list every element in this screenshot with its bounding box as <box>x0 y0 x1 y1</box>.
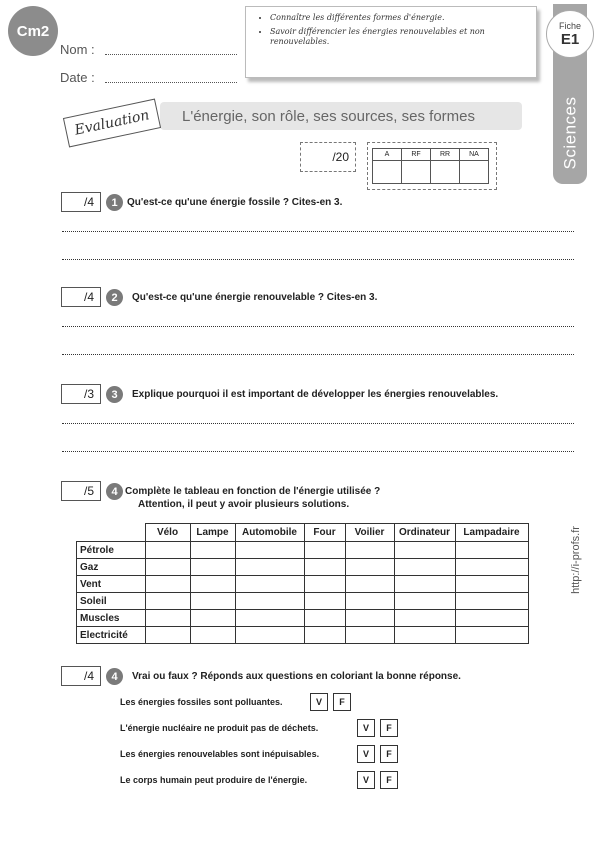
table-corner <box>77 524 146 542</box>
table-cell[interactable] <box>455 559 528 576</box>
table-cell[interactable] <box>394 610 455 627</box>
statement-text: L'énergie nucléaire ne produit pas de déchets. <box>120 723 319 733</box>
question-4-text: Complète le tableau en fonction de l'énergie utilisée ? <box>125 486 381 497</box>
column-header: Four <box>304 524 345 542</box>
statement-text: Le corps humain peut produire de l'énergie. <box>120 775 308 785</box>
question-5-text: Vrai ou faux ? Réponds aux questions en coloriant la bonne réponse. <box>132 671 461 682</box>
table-cell[interactable] <box>145 576 190 593</box>
question-3-number: 3 <box>106 386 123 403</box>
table-cell[interactable] <box>304 559 345 576</box>
table-cell[interactable] <box>235 593 304 610</box>
grade-box <box>367 142 497 190</box>
table-cell[interactable] <box>235 559 304 576</box>
answer-line[interactable] <box>62 451 574 452</box>
question-1-score: /4 <box>61 192 101 212</box>
table-cell[interactable] <box>145 542 190 559</box>
name-field[interactable] <box>105 54 237 55</box>
table-cell[interactable] <box>304 542 345 559</box>
date-field[interactable] <box>105 82 237 83</box>
question-2-score: /4 <box>61 287 101 307</box>
row-header: Muscles <box>77 610 146 627</box>
table-cell[interactable] <box>394 576 455 593</box>
table-row <box>77 593 529 610</box>
true-button[interactable]: V <box>357 771 375 789</box>
table-cell[interactable] <box>235 610 304 627</box>
table-cell[interactable] <box>190 610 235 627</box>
level-badge: Cm2 <box>8 6 58 56</box>
table-cell[interactable] <box>304 593 345 610</box>
question-4-score: /5 <box>61 481 101 501</box>
table-row <box>77 627 529 644</box>
question-1-text: Qu'est-ce qu'une énergie fossile ? Cites-en 3. <box>127 197 343 208</box>
question-4-note: Attention, il peut y avoir plusieurs solutions. <box>138 499 350 510</box>
false-button[interactable]: F <box>380 771 398 789</box>
question-1-number: 1 <box>106 194 123 211</box>
table-cell[interactable] <box>455 627 528 644</box>
table-row <box>77 610 529 627</box>
name-label: Nom : <box>60 42 95 57</box>
grade-header: NA <box>460 149 489 161</box>
subject-label: Sciences <box>560 96 580 170</box>
table-row <box>77 559 529 576</box>
true-button[interactable]: V <box>310 693 328 711</box>
grade-cell[interactable] <box>373 161 402 184</box>
table-cell[interactable] <box>190 593 235 610</box>
question-2-text: Qu'est-ce qu'une énergie renouvelable ? Cites-en 3. <box>132 292 378 303</box>
table-cell[interactable] <box>235 542 304 559</box>
grade-header: RF <box>402 149 431 161</box>
objectives-card <box>245 6 537 78</box>
fiche-badge <box>546 10 594 58</box>
table-cell[interactable] <box>394 559 455 576</box>
grade-header: A <box>373 149 402 161</box>
grade-cell[interactable] <box>460 161 489 184</box>
table-cell[interactable] <box>394 627 455 644</box>
table-cell[interactable] <box>304 610 345 627</box>
table-cell[interactable] <box>345 542 394 559</box>
table-cell[interactable] <box>235 627 304 644</box>
table-cell[interactable] <box>345 559 394 576</box>
objective-item: • Savoir différencier les énergies renouvelables et non renouvelables. <box>270 27 536 47</box>
grade-table <box>372 148 489 184</box>
energy-table <box>76 523 529 644</box>
table-cell[interactable] <box>304 576 345 593</box>
answer-line[interactable] <box>62 326 574 327</box>
table-row <box>77 576 529 593</box>
false-button[interactable]: F <box>380 745 398 763</box>
question-3-score: /3 <box>61 384 101 404</box>
column-header: Voilier <box>345 524 394 542</box>
question-5-number: 4 <box>106 668 123 685</box>
table-row <box>77 542 529 559</box>
statement-text: Les énergies fossiles sont polluantes. <box>120 697 283 707</box>
total-score: /20 <box>300 142 356 172</box>
objective-item: • Connaître les différentes formes d'énergie. <box>270 13 536 23</box>
table-cell[interactable] <box>145 559 190 576</box>
table-cell[interactable] <box>145 593 190 610</box>
table-cell[interactable] <box>455 542 528 559</box>
table-cell[interactable] <box>235 576 304 593</box>
table-cell[interactable] <box>190 627 235 644</box>
grade-cell[interactable] <box>431 161 460 184</box>
grade-cell[interactable] <box>402 161 431 184</box>
table-cell[interactable] <box>455 593 528 610</box>
table-cell[interactable] <box>455 576 528 593</box>
evaluation-title: L'énergie, son rôle, ses sources, ses formes <box>160 102 522 130</box>
site-url: http://i-profs.fr <box>570 526 583 594</box>
true-button[interactable]: V <box>357 719 375 737</box>
row-header: Soleil <box>77 593 146 610</box>
fiche-code: E1 <box>560 30 580 48</box>
false-button[interactable]: F <box>333 693 351 711</box>
column-header: Lampe <box>190 524 235 542</box>
table-cell[interactable] <box>345 627 394 644</box>
table-cell[interactable] <box>345 576 394 593</box>
table-cell[interactable] <box>145 610 190 627</box>
row-header: Electricité <box>77 627 146 644</box>
column-header: Vélo <box>145 524 190 542</box>
true-button[interactable]: V <box>357 745 375 763</box>
question-2-number: 2 <box>106 289 123 306</box>
row-header: Vent <box>77 576 146 593</box>
column-header: Automobile <box>235 524 304 542</box>
table-cell[interactable] <box>394 593 455 610</box>
table-cell[interactable] <box>345 593 394 610</box>
table-cell[interactable] <box>455 610 528 627</box>
row-header: Pétrole <box>77 542 146 559</box>
answer-line[interactable] <box>62 231 574 232</box>
table-cell[interactable] <box>394 542 455 559</box>
false-button[interactable]: F <box>380 719 398 737</box>
fiche-label: Fiche <box>558 20 581 31</box>
evaluation-stamp: Evaluation <box>63 99 161 148</box>
column-header: Lampadaire <box>455 524 528 542</box>
column-header: Ordinateur <box>394 524 455 542</box>
date-label: Date : <box>60 70 95 85</box>
question-5-score: /4 <box>61 666 101 686</box>
question-3-text: Explique pourquoi il est important de développer les énergies renouvelables. <box>132 389 499 400</box>
answer-line[interactable] <box>62 423 574 424</box>
answer-line[interactable] <box>62 354 574 355</box>
table-cell[interactable] <box>190 542 235 559</box>
answer-line[interactable] <box>62 259 574 260</box>
table-cell[interactable] <box>145 627 190 644</box>
table-cell[interactable] <box>304 627 345 644</box>
table-cell[interactable] <box>190 576 235 593</box>
question-4-number: 4 <box>106 483 123 500</box>
row-header: Gaz <box>77 559 146 576</box>
table-cell[interactable] <box>345 610 394 627</box>
table-cell[interactable] <box>190 559 235 576</box>
grade-header: RR <box>431 149 460 161</box>
statement-text: Les énergies renouvelables sont inépuisables. <box>120 749 320 759</box>
